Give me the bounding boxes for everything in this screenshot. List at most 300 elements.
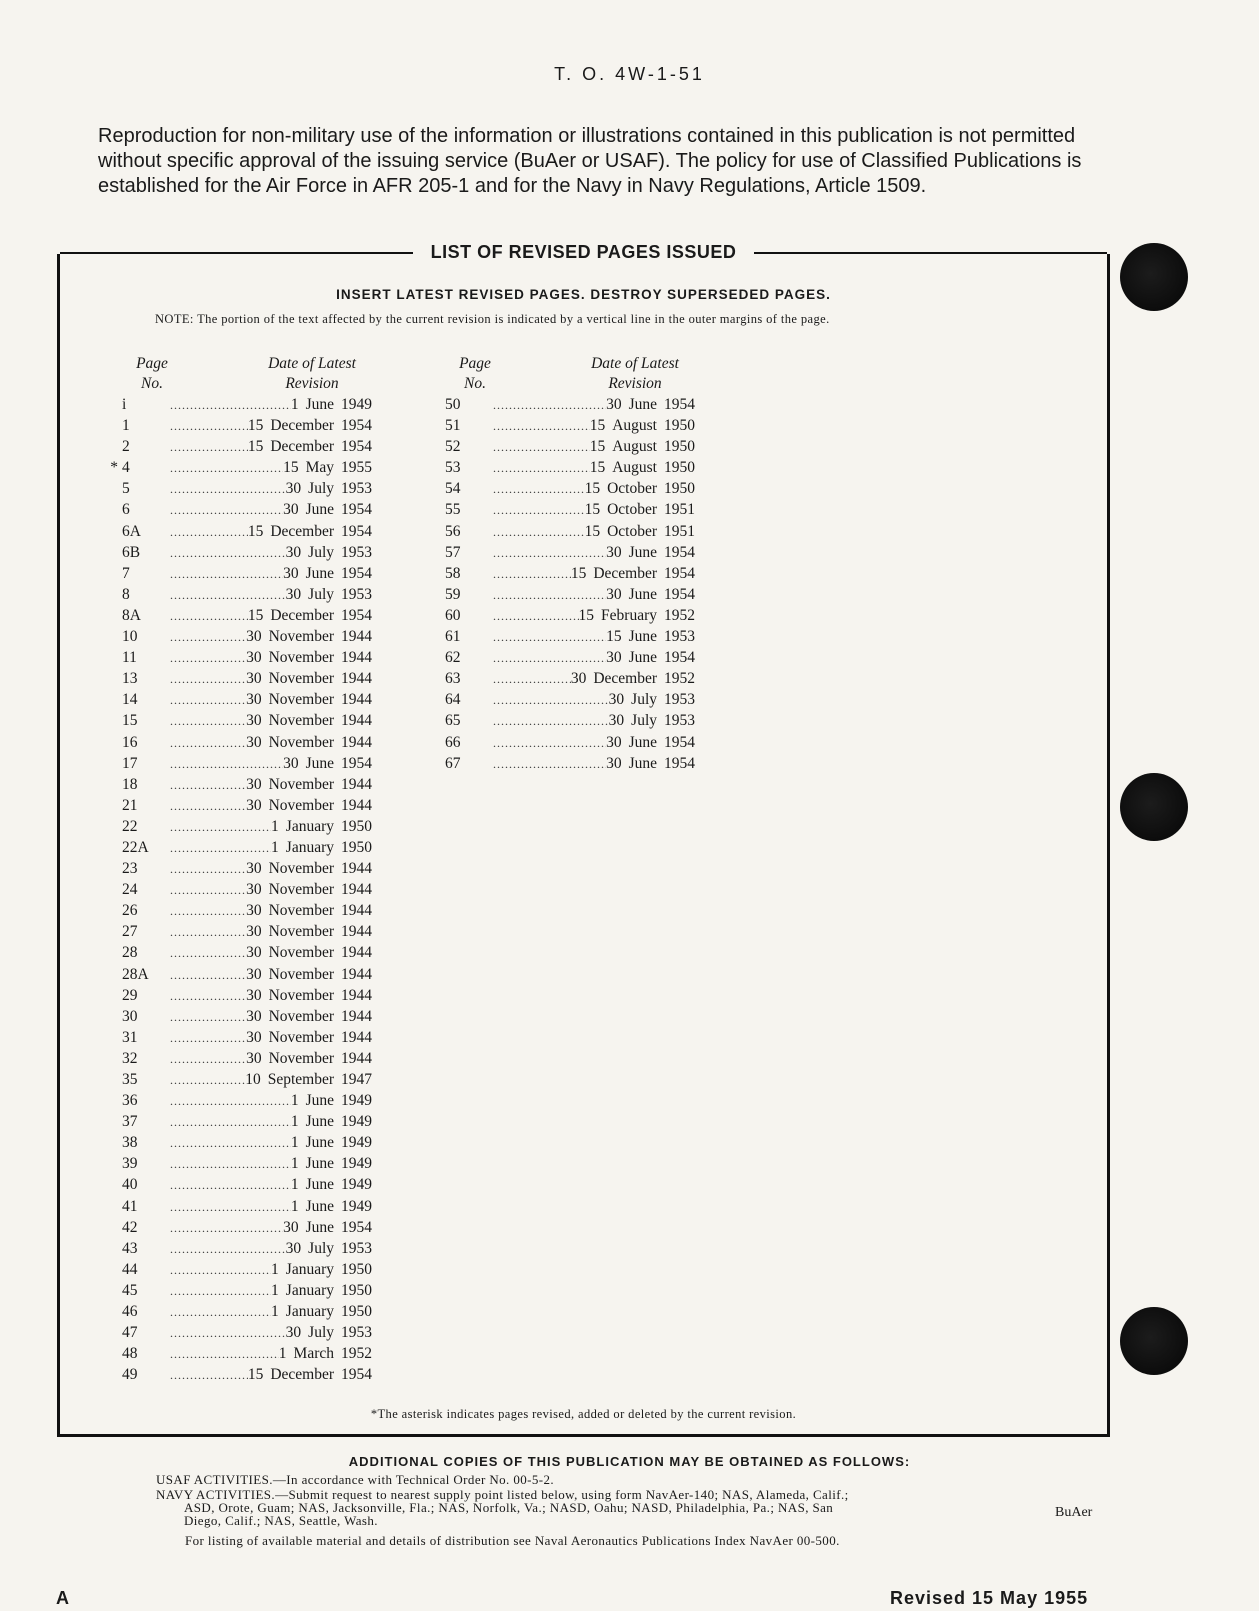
page-label: 55 xyxy=(445,501,461,519)
revision-date xyxy=(571,565,695,583)
revision-year: 1950 xyxy=(341,1260,372,1278)
revision-date xyxy=(286,1324,372,1342)
page-label: 8A xyxy=(122,606,141,624)
revision-date xyxy=(246,902,372,920)
revision-row xyxy=(122,438,372,459)
revision-month: November xyxy=(268,712,334,730)
revision-row xyxy=(122,1155,372,1176)
page-label: 17 xyxy=(122,754,138,772)
revision-day: 30 xyxy=(246,649,262,667)
leader-dots xyxy=(493,419,590,434)
revision-month: November xyxy=(268,944,334,962)
revision-row xyxy=(445,586,695,607)
revision-date xyxy=(246,797,372,815)
binder-hole-top xyxy=(1120,243,1188,311)
revision-month: June xyxy=(628,649,657,667)
revision-year: 1944 xyxy=(341,944,372,962)
revision-month: November xyxy=(268,775,334,793)
revision-year: 1954 xyxy=(664,733,695,751)
revision-year: 1944 xyxy=(341,670,372,688)
revision-month: November xyxy=(268,881,334,899)
revision-month: June xyxy=(305,396,334,413)
revision-row xyxy=(122,1366,372,1387)
binder-hole-middle xyxy=(1120,773,1188,841)
revision-month: June xyxy=(305,754,334,772)
revision-row xyxy=(445,417,695,438)
revision-date xyxy=(291,1198,372,1216)
page-label: 53 xyxy=(445,459,461,477)
revision-day: 30 xyxy=(246,1049,262,1067)
leader-dots xyxy=(170,1115,291,1130)
revision-month: March xyxy=(293,1345,334,1363)
binder-hole-bottom xyxy=(1120,1307,1188,1375)
page-number xyxy=(122,1219,170,1237)
revision-date xyxy=(246,670,372,688)
revision-month: June xyxy=(305,1218,334,1236)
page-number xyxy=(122,1324,170,1342)
page-label: 50 xyxy=(445,396,461,413)
revision-row xyxy=(122,1071,372,1092)
page-label: 26 xyxy=(122,902,138,920)
page-number xyxy=(445,670,493,688)
revision-date xyxy=(606,396,695,414)
revision-row xyxy=(445,670,695,691)
revision-date xyxy=(606,628,695,646)
revision-month: June xyxy=(305,1197,334,1215)
page-number xyxy=(445,755,493,773)
revision-row xyxy=(122,944,372,965)
page-number xyxy=(122,1345,170,1363)
revision-month: November xyxy=(268,670,334,688)
revision-month: August xyxy=(612,438,657,456)
revision-year: 1954 xyxy=(341,501,372,519)
revision-month: July xyxy=(308,480,334,498)
revision-date xyxy=(579,607,695,625)
revision-date xyxy=(291,1134,372,1152)
leader-dots xyxy=(170,440,248,455)
additional-copies-heading: ADDITIONAL COPIES OF THIS PUBLICATION MAY BE OBTAINED AS FOLLOWS: xyxy=(348,1454,911,1469)
revision-row xyxy=(122,755,372,776)
revision-date xyxy=(246,923,372,941)
leader-dots xyxy=(170,398,291,413)
revision-row xyxy=(445,544,695,565)
leader-dots xyxy=(493,440,590,455)
leader-dots xyxy=(170,968,246,983)
revision-day: 30 xyxy=(246,796,262,814)
page-number xyxy=(122,417,170,435)
revision-year: 1954 xyxy=(664,585,695,603)
revision-month: September xyxy=(267,1071,334,1088)
revision-year: 1953 xyxy=(341,480,372,498)
page-number xyxy=(122,544,170,562)
page-number xyxy=(122,649,170,667)
revision-year: 1953 xyxy=(664,628,695,646)
page-number xyxy=(122,670,170,688)
page-number xyxy=(122,987,170,1005)
revision-month: July xyxy=(308,585,334,603)
page-label: 37 xyxy=(122,1113,138,1131)
revision-year: 1952 xyxy=(664,606,695,624)
page-label: 6B xyxy=(122,543,141,561)
revision-year: 1949 xyxy=(341,1092,372,1110)
leader-dots xyxy=(170,904,246,919)
page-number xyxy=(122,438,170,456)
revision-day: 30 xyxy=(283,754,299,772)
revision-month: November xyxy=(268,923,334,941)
revision-month: November xyxy=(268,986,334,1004)
revision-row xyxy=(122,1282,372,1303)
revision-row xyxy=(122,670,372,691)
page-label: 43 xyxy=(122,1239,138,1257)
revision-date xyxy=(606,544,695,562)
revision-row xyxy=(122,586,372,607)
revision-date xyxy=(248,438,372,456)
page-label: 22 xyxy=(122,817,138,835)
leader-dots xyxy=(170,461,283,476)
revision-year: 1949 xyxy=(341,1113,372,1131)
revision-year: 1944 xyxy=(341,923,372,941)
revision-day: 1 xyxy=(271,1303,279,1321)
page-label: 65 xyxy=(445,712,461,730)
leader-dots xyxy=(493,630,606,645)
revision-year: 1944 xyxy=(341,986,372,1004)
page-label: 35 xyxy=(122,1071,138,1088)
revision-year: 1944 xyxy=(341,881,372,899)
revision-day: 30 xyxy=(283,501,299,519)
page-label: 18 xyxy=(122,775,138,793)
revision-row xyxy=(110,459,372,480)
revision-month: November xyxy=(268,691,334,709)
revision-row xyxy=(122,923,372,944)
navy-line-3: Diego, Calif.; NAS, Seattle, Wash. xyxy=(184,1513,378,1528)
revision-month: November xyxy=(268,796,334,814)
revision-row xyxy=(122,565,372,586)
revision-year: 1951 xyxy=(664,522,695,540)
leader-dots xyxy=(493,736,606,751)
leader-dots xyxy=(170,799,246,814)
revision-month: June xyxy=(628,628,657,646)
leader-dots xyxy=(170,1263,271,1278)
revision-month: November xyxy=(268,628,334,646)
distribution-listing: For listing of available material and details of distribution see Naval Aeronautics Publications Index NavAer 00-500. xyxy=(185,1533,840,1548)
revision-date xyxy=(246,628,372,646)
revision-year: 1955 xyxy=(341,459,372,477)
page-label: 41 xyxy=(122,1197,138,1215)
page-number xyxy=(445,712,493,730)
page-number xyxy=(122,944,170,962)
revision-day: 30 xyxy=(608,712,625,730)
revision-year: 1944 xyxy=(341,691,372,709)
revised-pages-title: LIST OF REVISED PAGES ISSUED xyxy=(430,242,737,262)
revision-year: 1944 xyxy=(341,860,372,878)
revision-day: 30 xyxy=(285,1239,302,1257)
revision-year: 1944 xyxy=(341,775,372,793)
page-number xyxy=(445,523,493,541)
revision-row xyxy=(122,501,372,522)
buaer-label: BuAer xyxy=(1055,1505,1093,1520)
revision-day: 30 xyxy=(246,944,262,962)
revision-year: 1953 xyxy=(341,585,372,603)
revision-column-right xyxy=(445,354,695,776)
page-number xyxy=(122,1303,170,1321)
revision-month: July xyxy=(631,712,657,730)
page-label: 39 xyxy=(122,1155,138,1173)
page-number xyxy=(122,1282,170,1300)
page-number xyxy=(122,839,170,857)
page-label: 52 xyxy=(445,438,461,456)
revision-date xyxy=(291,1092,372,1110)
leader-dots xyxy=(170,925,246,940)
page-number xyxy=(445,607,493,625)
leader-dots xyxy=(170,1052,246,1067)
page-label: 28A xyxy=(122,965,149,983)
revision-month: June xyxy=(628,754,657,772)
revision-date xyxy=(271,1303,372,1321)
revision-row xyxy=(122,987,372,1008)
revision-date xyxy=(246,987,372,1005)
revision-month: July xyxy=(308,543,334,561)
revision-day: 30 xyxy=(285,543,302,561)
revision-row xyxy=(122,712,372,733)
page-number xyxy=(445,649,493,667)
revision-day: 30 xyxy=(246,1007,262,1025)
revision-date xyxy=(279,1345,372,1363)
revision-year: 1949 xyxy=(341,1134,372,1152)
revision-row xyxy=(445,501,695,522)
revision-year: 1953 xyxy=(341,543,372,561)
page-number xyxy=(122,607,170,625)
page-label: 38 xyxy=(122,1134,138,1152)
page-label: 36 xyxy=(122,1092,138,1110)
page-number xyxy=(445,438,493,456)
leader-dots xyxy=(170,736,246,751)
page-label: i xyxy=(122,396,127,413)
page-number xyxy=(445,734,493,752)
page-number xyxy=(122,1155,170,1173)
insert-instruction: INSERT LATEST REVISED PAGES. DESTROY SUPERSEDED PAGES. xyxy=(336,287,831,302)
revision-date xyxy=(271,839,372,857)
page-number xyxy=(122,966,170,984)
revision-date xyxy=(291,1113,372,1131)
revision-day: 15 xyxy=(584,480,601,498)
revision-year: 1954 xyxy=(341,438,372,456)
revision-row xyxy=(122,818,372,839)
revision-year: 1953 xyxy=(341,1324,372,1342)
leader-dots xyxy=(170,1178,291,1193)
revision-month: November xyxy=(268,1049,334,1067)
page-label: 6 xyxy=(122,501,130,519)
page-number xyxy=(122,586,170,604)
leader-dots xyxy=(170,1094,291,1109)
revision-year: 1954 xyxy=(664,754,695,772)
revision-row xyxy=(122,480,372,501)
revision-day: 15 xyxy=(589,459,606,477)
revision-date xyxy=(590,459,695,477)
revision-month: June xyxy=(305,501,334,519)
revision-mark: * xyxy=(110,459,118,477)
leader-dots xyxy=(170,588,286,603)
leader-dots xyxy=(493,525,585,540)
revision-date xyxy=(609,691,695,709)
revision-row xyxy=(445,438,695,459)
leader-dots xyxy=(170,714,246,729)
revision-month: June xyxy=(305,1155,334,1173)
revision-month: January xyxy=(285,1281,334,1299)
revision-month: December xyxy=(270,1366,334,1384)
box-title-bar xyxy=(60,242,1107,263)
page-letter: A xyxy=(56,1588,69,1608)
page-number xyxy=(122,712,170,730)
revision-month: June xyxy=(305,1092,334,1110)
revision-day: 30 xyxy=(246,965,262,983)
revision-year: 1954 xyxy=(664,396,695,413)
revision-day: 15 xyxy=(570,564,587,582)
page-number xyxy=(122,1366,170,1384)
page-number xyxy=(122,1092,170,1110)
revision-row xyxy=(122,1113,372,1134)
leader-dots xyxy=(493,503,585,518)
revision-date xyxy=(283,501,372,519)
page-label: 21 xyxy=(122,796,138,814)
leader-dots xyxy=(493,567,571,582)
revision-year: 1953 xyxy=(664,691,695,709)
title-rule-left xyxy=(60,252,413,254)
revision-month: July xyxy=(631,691,657,709)
revision-date xyxy=(246,966,372,984)
revision-day: 1 xyxy=(271,1281,279,1299)
revision-year: 1954 xyxy=(341,522,372,540)
revision-day: 1 xyxy=(290,1092,299,1110)
revision-date xyxy=(246,776,372,794)
leader-dots xyxy=(170,883,246,898)
usaf-activities: USAF ACTIVITIES.—In accordance with Technical Order No. 00-5-2. xyxy=(156,1472,555,1487)
revision-month: November xyxy=(268,733,334,751)
revision-row xyxy=(122,1219,372,1240)
revision-day: 30 xyxy=(246,986,262,1004)
leader-dots xyxy=(170,1221,283,1236)
leader-dots xyxy=(170,1284,271,1299)
page-label: 30 xyxy=(122,1007,138,1025)
revision-row xyxy=(122,1345,372,1366)
revision-row xyxy=(122,1303,372,1324)
revision-date xyxy=(286,586,372,604)
revision-date xyxy=(271,1261,372,1279)
page-label: 45 xyxy=(122,1281,138,1299)
revision-month: June xyxy=(628,543,657,561)
revision-year: 1954 xyxy=(341,1366,372,1384)
page-number xyxy=(122,881,170,899)
page-label: 64 xyxy=(445,691,461,709)
revision-day: 30 xyxy=(606,733,622,751)
header-page-no: Page No. xyxy=(459,355,491,392)
revision-row xyxy=(122,1008,372,1029)
revision-date xyxy=(291,396,372,414)
leader-dots xyxy=(493,546,606,561)
revision-day: 1 xyxy=(278,1345,287,1363)
revision-date xyxy=(606,734,695,752)
revision-row xyxy=(122,649,372,670)
page-label: 60 xyxy=(445,606,461,624)
revision-row xyxy=(122,776,372,797)
revision-day: 30 xyxy=(606,585,622,603)
revision-year: 1949 xyxy=(341,1176,372,1194)
revision-month: January xyxy=(285,1303,334,1321)
revision-year: 1949 xyxy=(341,1155,372,1173)
page-label: 16 xyxy=(122,733,138,751)
revision-year: 1950 xyxy=(341,817,372,835)
revision-month: November xyxy=(268,860,334,878)
leader-dots xyxy=(170,693,246,708)
revision-day: 30 xyxy=(283,564,299,582)
page-number xyxy=(122,1071,170,1089)
page-number xyxy=(122,755,170,773)
leader-dots xyxy=(170,1136,291,1151)
asterisk-footnote: *The asterisk indicates pages revised, added or deleted by the current revision. xyxy=(370,1407,797,1421)
revision-date xyxy=(286,480,372,498)
revision-month: December xyxy=(270,438,334,456)
leader-dots xyxy=(493,398,606,413)
page-number xyxy=(122,1050,170,1068)
leader-dots xyxy=(170,757,283,772)
leader-dots xyxy=(170,1347,279,1362)
revision-year: 1950 xyxy=(664,459,695,477)
page-number xyxy=(445,459,493,477)
revision-date xyxy=(585,501,695,519)
page-label: 13 xyxy=(122,670,138,688)
leader-dots xyxy=(170,482,286,497)
page-number xyxy=(122,734,170,752)
page-label: 29 xyxy=(122,986,138,1004)
page-label: 5 xyxy=(122,480,130,498)
leader-dots xyxy=(170,1157,291,1172)
revision-year: 1944 xyxy=(341,628,372,646)
revision-month: October xyxy=(607,480,657,498)
leader-dots xyxy=(170,1368,248,1383)
page-label: 7 xyxy=(122,564,130,582)
revision-day: 1 xyxy=(290,1155,299,1173)
revision-date xyxy=(283,1219,372,1237)
revision-year: 1954 xyxy=(664,543,695,561)
header-date: Date of Latest Revision xyxy=(591,355,679,392)
revision-rows-left xyxy=(110,396,372,1387)
revision-day: 30 xyxy=(606,543,622,561)
revision-year: 1944 xyxy=(341,902,372,920)
leader-dots xyxy=(170,946,246,961)
page-number xyxy=(122,1029,170,1047)
leader-dots xyxy=(493,757,606,772)
page-number xyxy=(122,480,170,498)
revision-year: 1944 xyxy=(341,1007,372,1025)
revision-day: 30 xyxy=(246,691,262,709)
revision-row xyxy=(122,607,372,628)
revision-day: 15 xyxy=(589,417,606,435)
revision-month: October xyxy=(607,501,657,519)
revision-month: December xyxy=(270,417,334,435)
revision-month: January xyxy=(285,1260,334,1278)
leader-dots xyxy=(170,567,283,582)
column-header xyxy=(445,354,695,396)
revision-day: 1 xyxy=(271,817,279,835)
revision-year: 1944 xyxy=(341,1028,372,1046)
page-number xyxy=(122,1198,170,1216)
revision-year: 1944 xyxy=(341,649,372,667)
revision-row xyxy=(445,480,695,501)
revision-year: 1949 xyxy=(341,396,372,413)
revision-row xyxy=(122,1261,372,1282)
navy-line-2: ASD, Orote, Guam; NAS, Jacksonville, Fla.; NAS, Norfolk, Va.; NASD, Oahu; NASD, Philadelphia, Pa.; NAS, San xyxy=(184,1500,834,1515)
leader-dots xyxy=(493,461,590,476)
header-page-no: Page No. xyxy=(136,355,168,392)
